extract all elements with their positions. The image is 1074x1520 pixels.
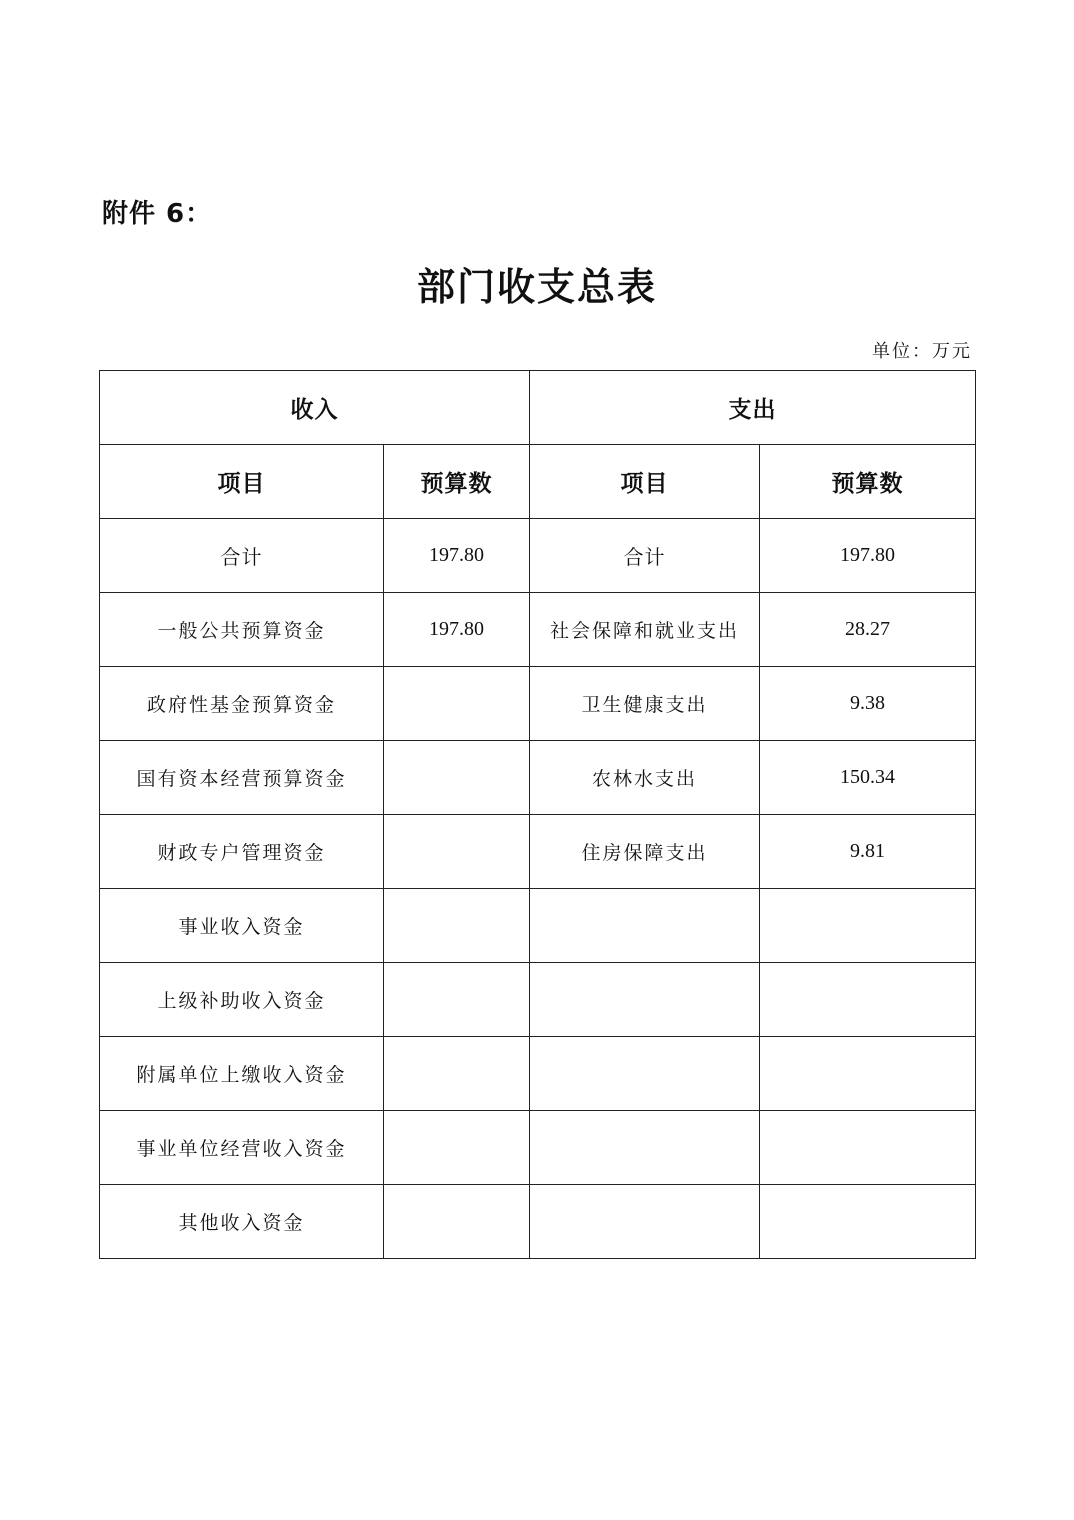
expense-item-cell: 卫生健康支出 xyxy=(530,667,760,741)
table-column-header-row xyxy=(100,445,976,519)
expense-item-cell: 社会保障和就业支出 xyxy=(530,593,760,667)
table-row xyxy=(100,741,976,815)
table-row xyxy=(100,815,976,889)
income-amount-cell xyxy=(384,667,530,741)
income-item-cell: 合计 xyxy=(100,519,384,593)
income-item-cell: 事业单位经营收入资金 xyxy=(100,1111,384,1185)
income-expense-table xyxy=(99,370,976,1259)
expense-amount-cell: 28.27 xyxy=(760,593,976,667)
page-title: 部门收支总表 xyxy=(416,264,657,309)
income-item-cell: 上级补助收入资金 xyxy=(100,963,384,1037)
expense-item-cell xyxy=(530,1111,760,1185)
table-row xyxy=(100,963,976,1037)
expense-amount-cell: 150.34 xyxy=(760,741,976,815)
table-row xyxy=(100,667,976,741)
income-amount-cell xyxy=(384,741,530,815)
income-amount-cell: 197.80 xyxy=(384,519,530,593)
expense-budget-column-header: 预算数 xyxy=(760,445,976,519)
expense-amount-cell: 9.38 xyxy=(760,667,976,741)
income-amount-cell xyxy=(384,1111,530,1185)
table-row xyxy=(100,1185,976,1259)
income-item-cell: 其他收入资金 xyxy=(100,1185,384,1259)
expense-amount-cell xyxy=(760,1111,976,1185)
expense-item-cell: 合计 xyxy=(530,519,760,593)
income-amount-cell xyxy=(384,963,530,1037)
income-amount-cell xyxy=(384,889,530,963)
expense-amount-cell: 197.80 xyxy=(760,519,976,593)
table-row xyxy=(100,593,976,667)
expense-header: 支出 xyxy=(530,371,976,445)
income-item-cell: 财政专户管理资金 xyxy=(100,815,384,889)
expense-amount-cell: 9.81 xyxy=(760,815,976,889)
income-item-cell: 一般公共预算资金 xyxy=(100,593,384,667)
expense-amount-cell xyxy=(760,1037,976,1111)
attachment-label: 附件 6： xyxy=(102,199,213,229)
income-amount-cell: 197.80 xyxy=(384,593,530,667)
table-row xyxy=(100,519,976,593)
income-header: 收入 xyxy=(100,371,530,445)
expense-amount-cell xyxy=(760,963,976,1037)
expense-item-cell xyxy=(530,889,760,963)
income-amount-cell xyxy=(384,1185,530,1259)
expense-item-cell: 住房保障支出 xyxy=(530,815,760,889)
expense-item-cell: 农林水支出 xyxy=(530,741,760,815)
expense-amount-cell xyxy=(760,1185,976,1259)
expense-item-cell xyxy=(530,1185,760,1259)
unit-label: 单位：万元 xyxy=(872,341,972,362)
table-group-header-row xyxy=(100,371,976,445)
table-row xyxy=(100,1111,976,1185)
income-amount-cell xyxy=(384,815,530,889)
income-item-cell: 国有资本经营预算资金 xyxy=(100,741,384,815)
table-row xyxy=(100,1037,976,1111)
expense-item-cell xyxy=(530,1037,760,1111)
income-item-column-header: 项目 xyxy=(100,445,384,519)
expense-item-column-header: 项目 xyxy=(530,445,760,519)
income-item-cell: 政府性基金预算资金 xyxy=(100,667,384,741)
expense-item-cell xyxy=(530,963,760,1037)
income-budget-column-header: 预算数 xyxy=(384,445,530,519)
income-item-cell: 事业收入资金 xyxy=(100,889,384,963)
table-row xyxy=(100,889,976,963)
income-item-cell: 附属单位上缴收入资金 xyxy=(100,1037,384,1111)
income-amount-cell xyxy=(384,1037,530,1111)
expense-amount-cell xyxy=(760,889,976,963)
